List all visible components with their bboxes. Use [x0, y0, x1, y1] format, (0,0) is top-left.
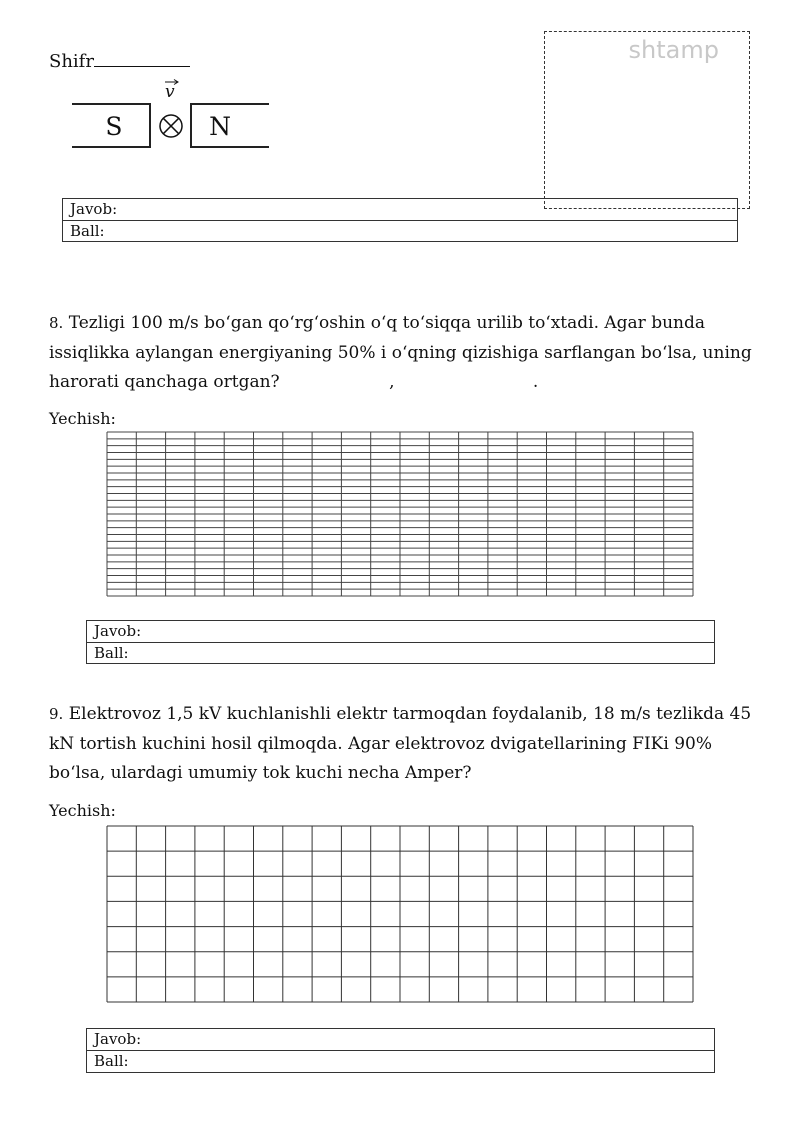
- question-8: [49, 309, 754, 398]
- question-number: 8.: [49, 314, 64, 332]
- javob-field[interactable]: [87, 621, 714, 643]
- solution-grid-9[interactable]: [106, 825, 694, 1003]
- shifr-text: Shifr: [49, 51, 94, 72]
- solution-label: Yechish:: [49, 409, 116, 428]
- trail-comma: ,: [389, 372, 395, 392]
- ball-label: Ball:: [70, 222, 105, 240]
- magnet-diagram: [70, 78, 270, 150]
- javob-label: Javob:: [94, 622, 142, 640]
- javob-field[interactable]: [87, 1029, 714, 1051]
- ball-field[interactable]: [63, 221, 737, 242]
- solution-grid-8[interactable]: [106, 431, 694, 597]
- top-answer-box: [62, 198, 738, 242]
- ball-label: Ball:: [94, 644, 129, 662]
- q9-answer-box: [86, 1028, 715, 1073]
- stamp-label: shtamp: [628, 36, 719, 64]
- trail-period: .: [532, 372, 539, 392]
- n-pole-label: N: [209, 112, 231, 141]
- shifr-blank[interactable]: [94, 50, 190, 67]
- q8-answer-box: [86, 620, 715, 664]
- question-number: 9.: [49, 705, 64, 723]
- ball-field[interactable]: [87, 643, 714, 664]
- javob-label: Javob:: [94, 1030, 142, 1048]
- shifr-label: [49, 50, 190, 72]
- stamp-box: [544, 31, 750, 209]
- question-text: Elektrovoz 1,5 kV kuchlanishli elektr tarmoqdan foydalanib, 18 m/s tezlikda 45 kN tortish kuchini hosil qilmoqda. Agar elektrovoz dvigatellarining FIKi 90% bo‘lsa, ulardagi umumiy tok kuchi necha Amper?: [49, 704, 752, 783]
- solution-label: Yechish:: [49, 801, 116, 820]
- s-pole-label: S: [105, 112, 123, 141]
- javob-field[interactable]: [63, 199, 737, 221]
- velocity-label: v: [165, 82, 175, 102]
- javob-label: Javob:: [70, 200, 118, 218]
- question-text: Tezligi 100 m/s bo‘gan qo‘rg‘oshin o‘q to‘siqqa urilib to‘xtadi. Agar bunda issiqlikka aylangan energiyaning 50% i o‘qning qizishiga sarflangan bo‘lsa, uning harorati qanchaga ortgan?: [49, 313, 752, 392]
- question-9: [49, 700, 754, 789]
- ball-field[interactable]: [87, 1051, 714, 1072]
- ball-label: Ball:: [94, 1052, 129, 1070]
